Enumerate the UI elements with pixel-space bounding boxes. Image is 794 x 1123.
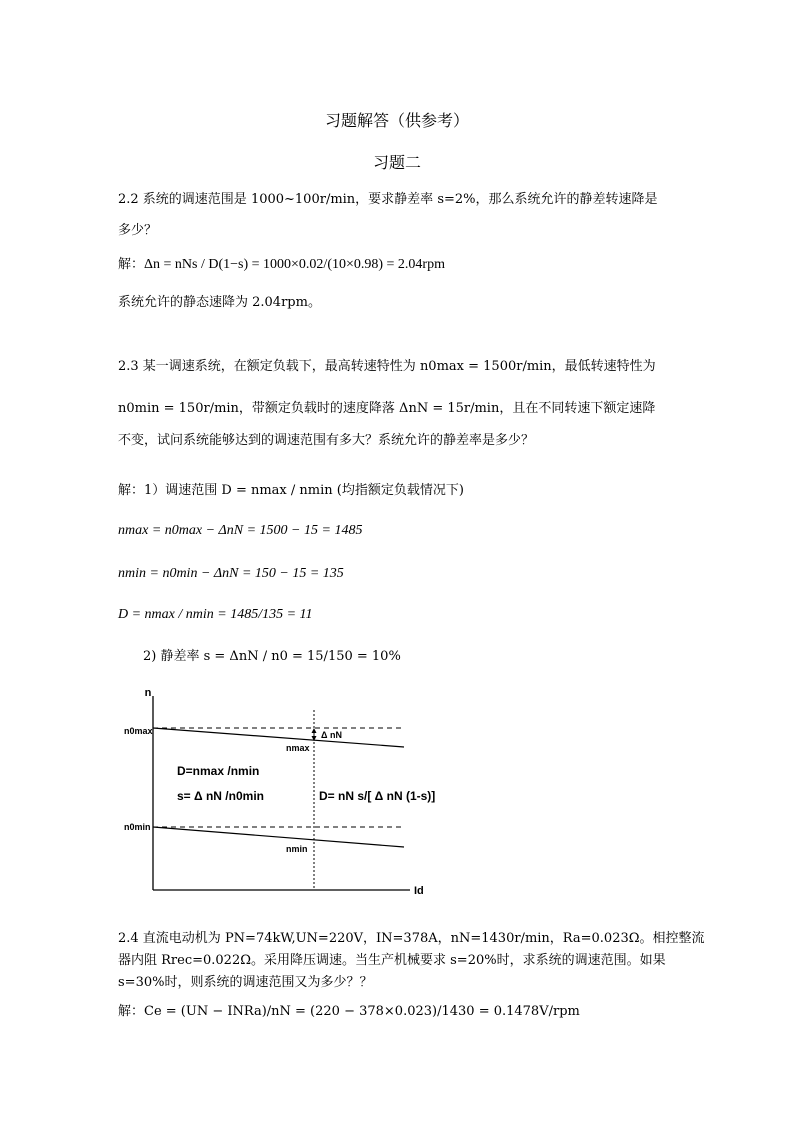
problem-2-3-line1: 2.3 某一调速系统，在额定负载下，最高转速特性为 n0max = 1500r/min，最低转速特性为	[118, 359, 656, 374]
problem-2-2-line1: 2.2 系统的调速范围是 1000~100r/min，要求静差率 s=2%，那么系统允许的静差转速降是	[118, 192, 658, 207]
speed-characteristic-figure	[110, 684, 440, 904]
label-nmax: nmax	[286, 743, 310, 753]
problem-2-4-line1: 2.4 直流电动机为 PN=74kW,UN=220V，IN=378A，nN=1430r/min，Ra=0.023Ω。相控整流	[118, 931, 705, 946]
equation-nmax: nmax = n0max − ΔnN = 1500 − 15 = 1485	[118, 523, 363, 538]
page-subtitle: 习题二	[372, 153, 421, 172]
problem-2-4-line2: 器内阻 Rrec=0.022Ω。采用降压调速。当生产机械要求 s=20%时，求系统的调速范围。如果	[118, 953, 666, 968]
formula-D: D=nmax /nmin	[177, 764, 260, 778]
equation-d: D = nmax / nmin = 1485/135 = 11	[118, 607, 313, 622]
label-n0min: n0min	[124, 822, 151, 832]
problem-2-2-line2: 多少？	[118, 223, 158, 238]
solution-label: 解：	[118, 257, 145, 272]
label-delta-nN: Δ nN	[321, 730, 342, 740]
page-title: 习题解答（供参考）	[324, 111, 469, 130]
arrow-head-icon	[312, 728, 317, 733]
solution-formula: Δn = nNs / D(1−s) = 1000×0.02/(10×0.98) = 2.04rpm	[144, 257, 445, 272]
equation-nmin: nmin = n0min − ΔnN = 150 − 15 = 135	[118, 566, 344, 581]
problem-2-4-solution: 解：Ce = (UN − INRa)/nN = (220 − 378×0.023)/1430 = 0.1478V/rpm	[118, 1004, 580, 1019]
problem-2-3-step2: 2) 静差率 s = ΔnN / n0 = 15/150 = 10%	[143, 649, 401, 664]
problem-2-4-line3: s=30%时，则系统的调速范围又为多少？？	[118, 975, 373, 990]
x-axis-label: Id	[414, 885, 424, 897]
label-nmin: nmin	[286, 844, 308, 854]
lower-characteristic-line	[153, 827, 404, 847]
formula-s: s= Δ nN /n0min	[177, 789, 264, 803]
formula-D-static: D= nN s/[ Δ nN (1-s)]	[319, 789, 436, 803]
y-axis-label: n	[144, 687, 152, 699]
upper-characteristic-line	[153, 728, 404, 747]
label-n0max: n0max	[124, 726, 153, 736]
problem-2-3-line3: 不变，试问系统能够达到的调速范围有多大？系统允许的静差率是多少？	[118, 433, 535, 448]
problem-2-2-solution	[118, 256, 445, 274]
problem-2-2-result: 系统允许的静态速降为 2.04rpm。	[118, 295, 321, 310]
problem-2-3-line2: n0min = 150r/min，带额定负载时的速度降落 ΔnN = 15r/min，且在不同转速下额定速降	[118, 401, 656, 416]
problem-2-3-step1: 解：1）调速范围 D = nmax / nmin (均指额定负载情况下)	[118, 483, 464, 498]
